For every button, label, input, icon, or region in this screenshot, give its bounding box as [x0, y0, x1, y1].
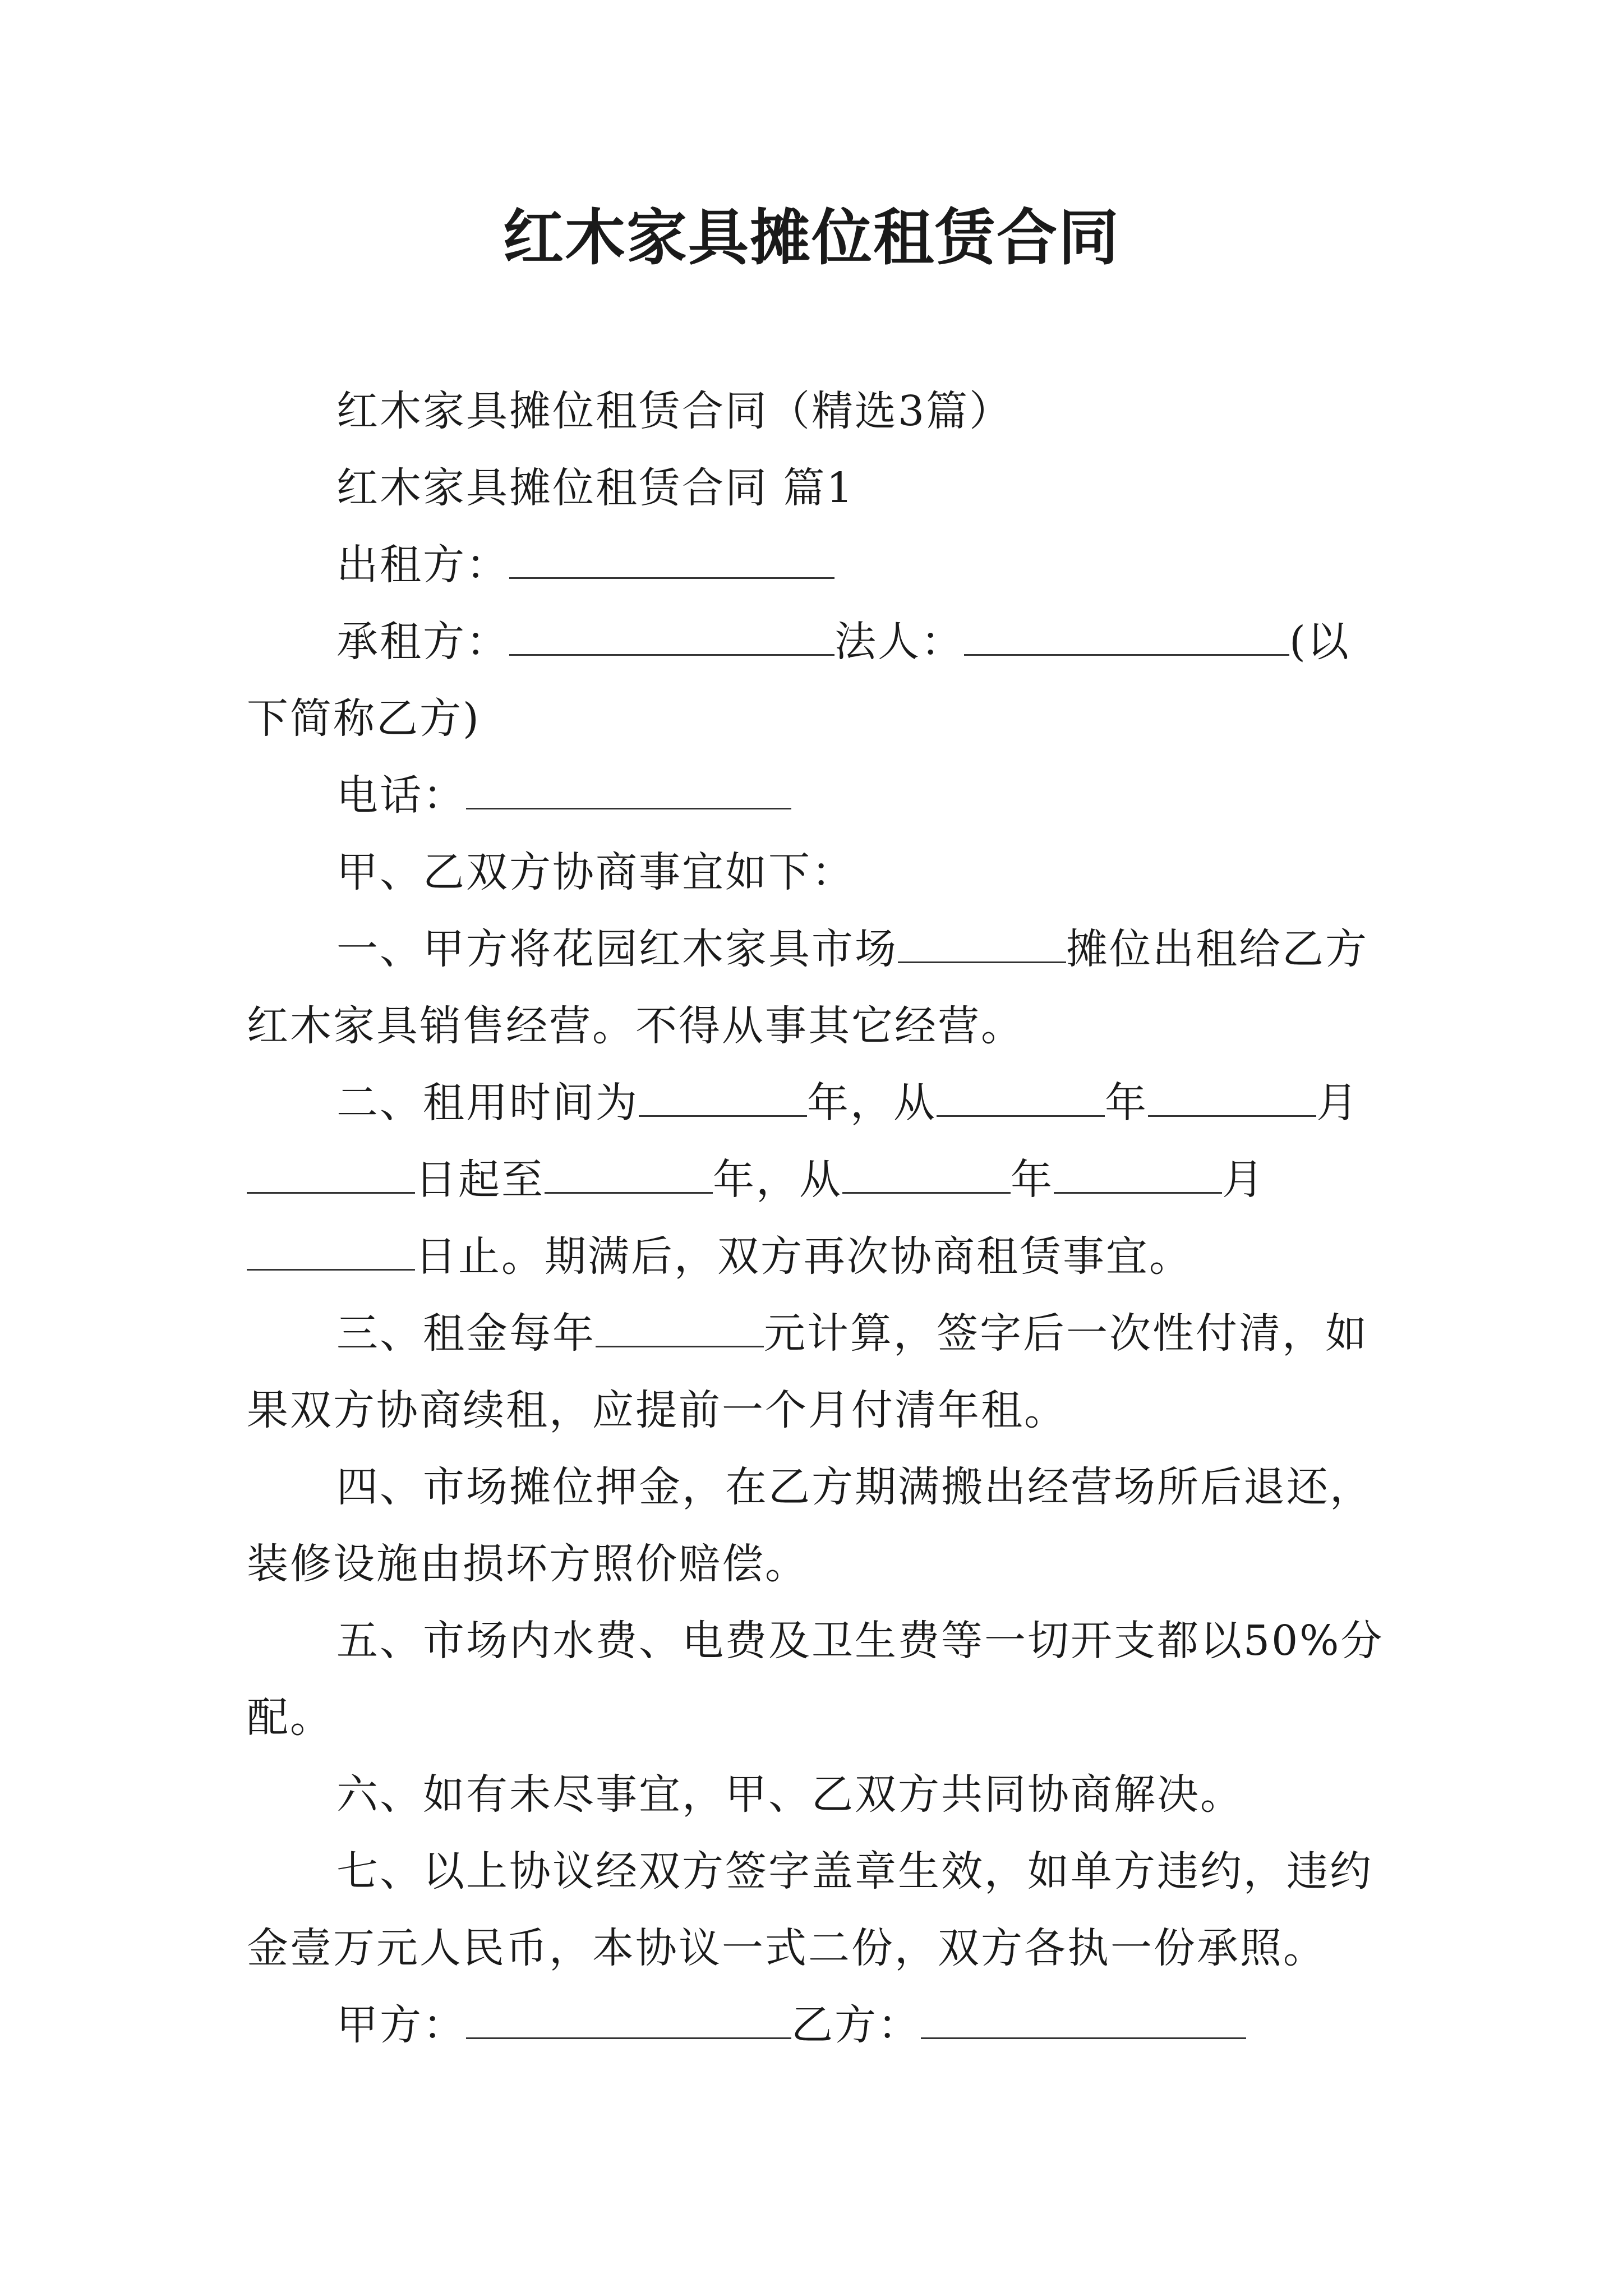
section-title: 红木家具摊位租赁合同 篇1	[336, 464, 855, 512]
clause-1-b: 摊位出租给乙方红木家具销售经营。不得从事其它经营。	[247, 925, 1368, 1050]
clause-2-c: 年	[1105, 1079, 1148, 1127]
clause-2-g: 年	[1011, 1156, 1054, 1204]
clause-1	[247, 911, 1385, 1065]
clause-2-i: 日止。期满后，双方再次协商租赁事宜。	[415, 1232, 1192, 1281]
clause-1-a: 一、甲方将花园红木家具市场	[336, 925, 898, 973]
clause-3-b: 元计算，签字后一次性付清，如果双方协商续租，应提前一个月付清年租。	[247, 1309, 1368, 1434]
signature-line	[247, 1987, 1385, 2064]
agreement-intro: 甲、乙双方协商事宜如下：	[336, 848, 855, 896]
end-year-2-blank	[842, 1157, 1011, 1194]
intro-line: 红木家具摊位租赁合同（精选3篇）	[336, 387, 1013, 435]
lessee-line	[247, 604, 1385, 757]
lessor-blank	[509, 542, 834, 579]
legal-person-label: 法人：	[834, 618, 964, 666]
party-a-label: 甲方：	[336, 2001, 466, 2049]
phone-label: 电话：	[336, 771, 466, 820]
lessor-line	[247, 527, 1385, 604]
clause-2-b: 年，从	[807, 1079, 937, 1127]
end-day-blank	[247, 1234, 415, 1271]
phone-blank	[466, 773, 791, 809]
clause-2-d: 月	[1316, 1079, 1359, 1127]
phone-line	[247, 757, 1385, 834]
rent-amount-blank	[596, 1311, 764, 1347]
clause-5: 五、市场内水费、电费及卫生费等一切开支都以50%分配。	[247, 1617, 1384, 1742]
party-a-blank	[466, 2003, 791, 2039]
clause-3	[247, 1295, 1385, 1449]
clause-2-h: 月	[1222, 1156, 1265, 1204]
clause-2-f: 年，从	[713, 1156, 842, 1204]
document-body	[247, 373, 1385, 2064]
clause-4: 四、市场摊位押金，在乙方期满搬出经营场所后退还，装修设施由损坏方照价赔偿。	[247, 1463, 1373, 1588]
booth-number-blank	[898, 927, 1066, 963]
clause-6: 六、如有未尽事宜，甲、乙双方共同协商解决。	[336, 1770, 1243, 1819]
start-year-blank	[937, 1080, 1105, 1117]
term-years-blank	[639, 1080, 807, 1117]
start-month-blank	[1148, 1080, 1316, 1117]
start-day-blank	[247, 1157, 415, 1194]
clause-2-a: 二、租用时间为	[336, 1079, 639, 1127]
lessee-suffix: (以下简称乙方)	[247, 618, 1350, 743]
document-title: 红木家具摊位租赁合同	[502, 203, 1120, 273]
party-b-label: 乙方：	[791, 2001, 921, 2049]
clause-7: 七、以上协议经双方签字盖章生效，如单方违约，违约金壹万元人民币，本协议一式二份，双方各执一份承照。	[247, 1847, 1373, 1972]
lessee-label: 承租方：	[336, 618, 509, 666]
party-b-blank	[921, 2003, 1246, 2039]
end-month-blank	[1054, 1157, 1222, 1194]
lessor-label: 出租方：	[336, 541, 509, 589]
clause-3-a: 三、租金每年	[336, 1309, 596, 1358]
end-year-blank	[545, 1157, 713, 1194]
clause-2-e: 日起至	[415, 1156, 545, 1204]
legal-person-blank	[964, 619, 1289, 656]
clause-2	[247, 1065, 1385, 1295]
lessee-blank	[509, 619, 834, 656]
